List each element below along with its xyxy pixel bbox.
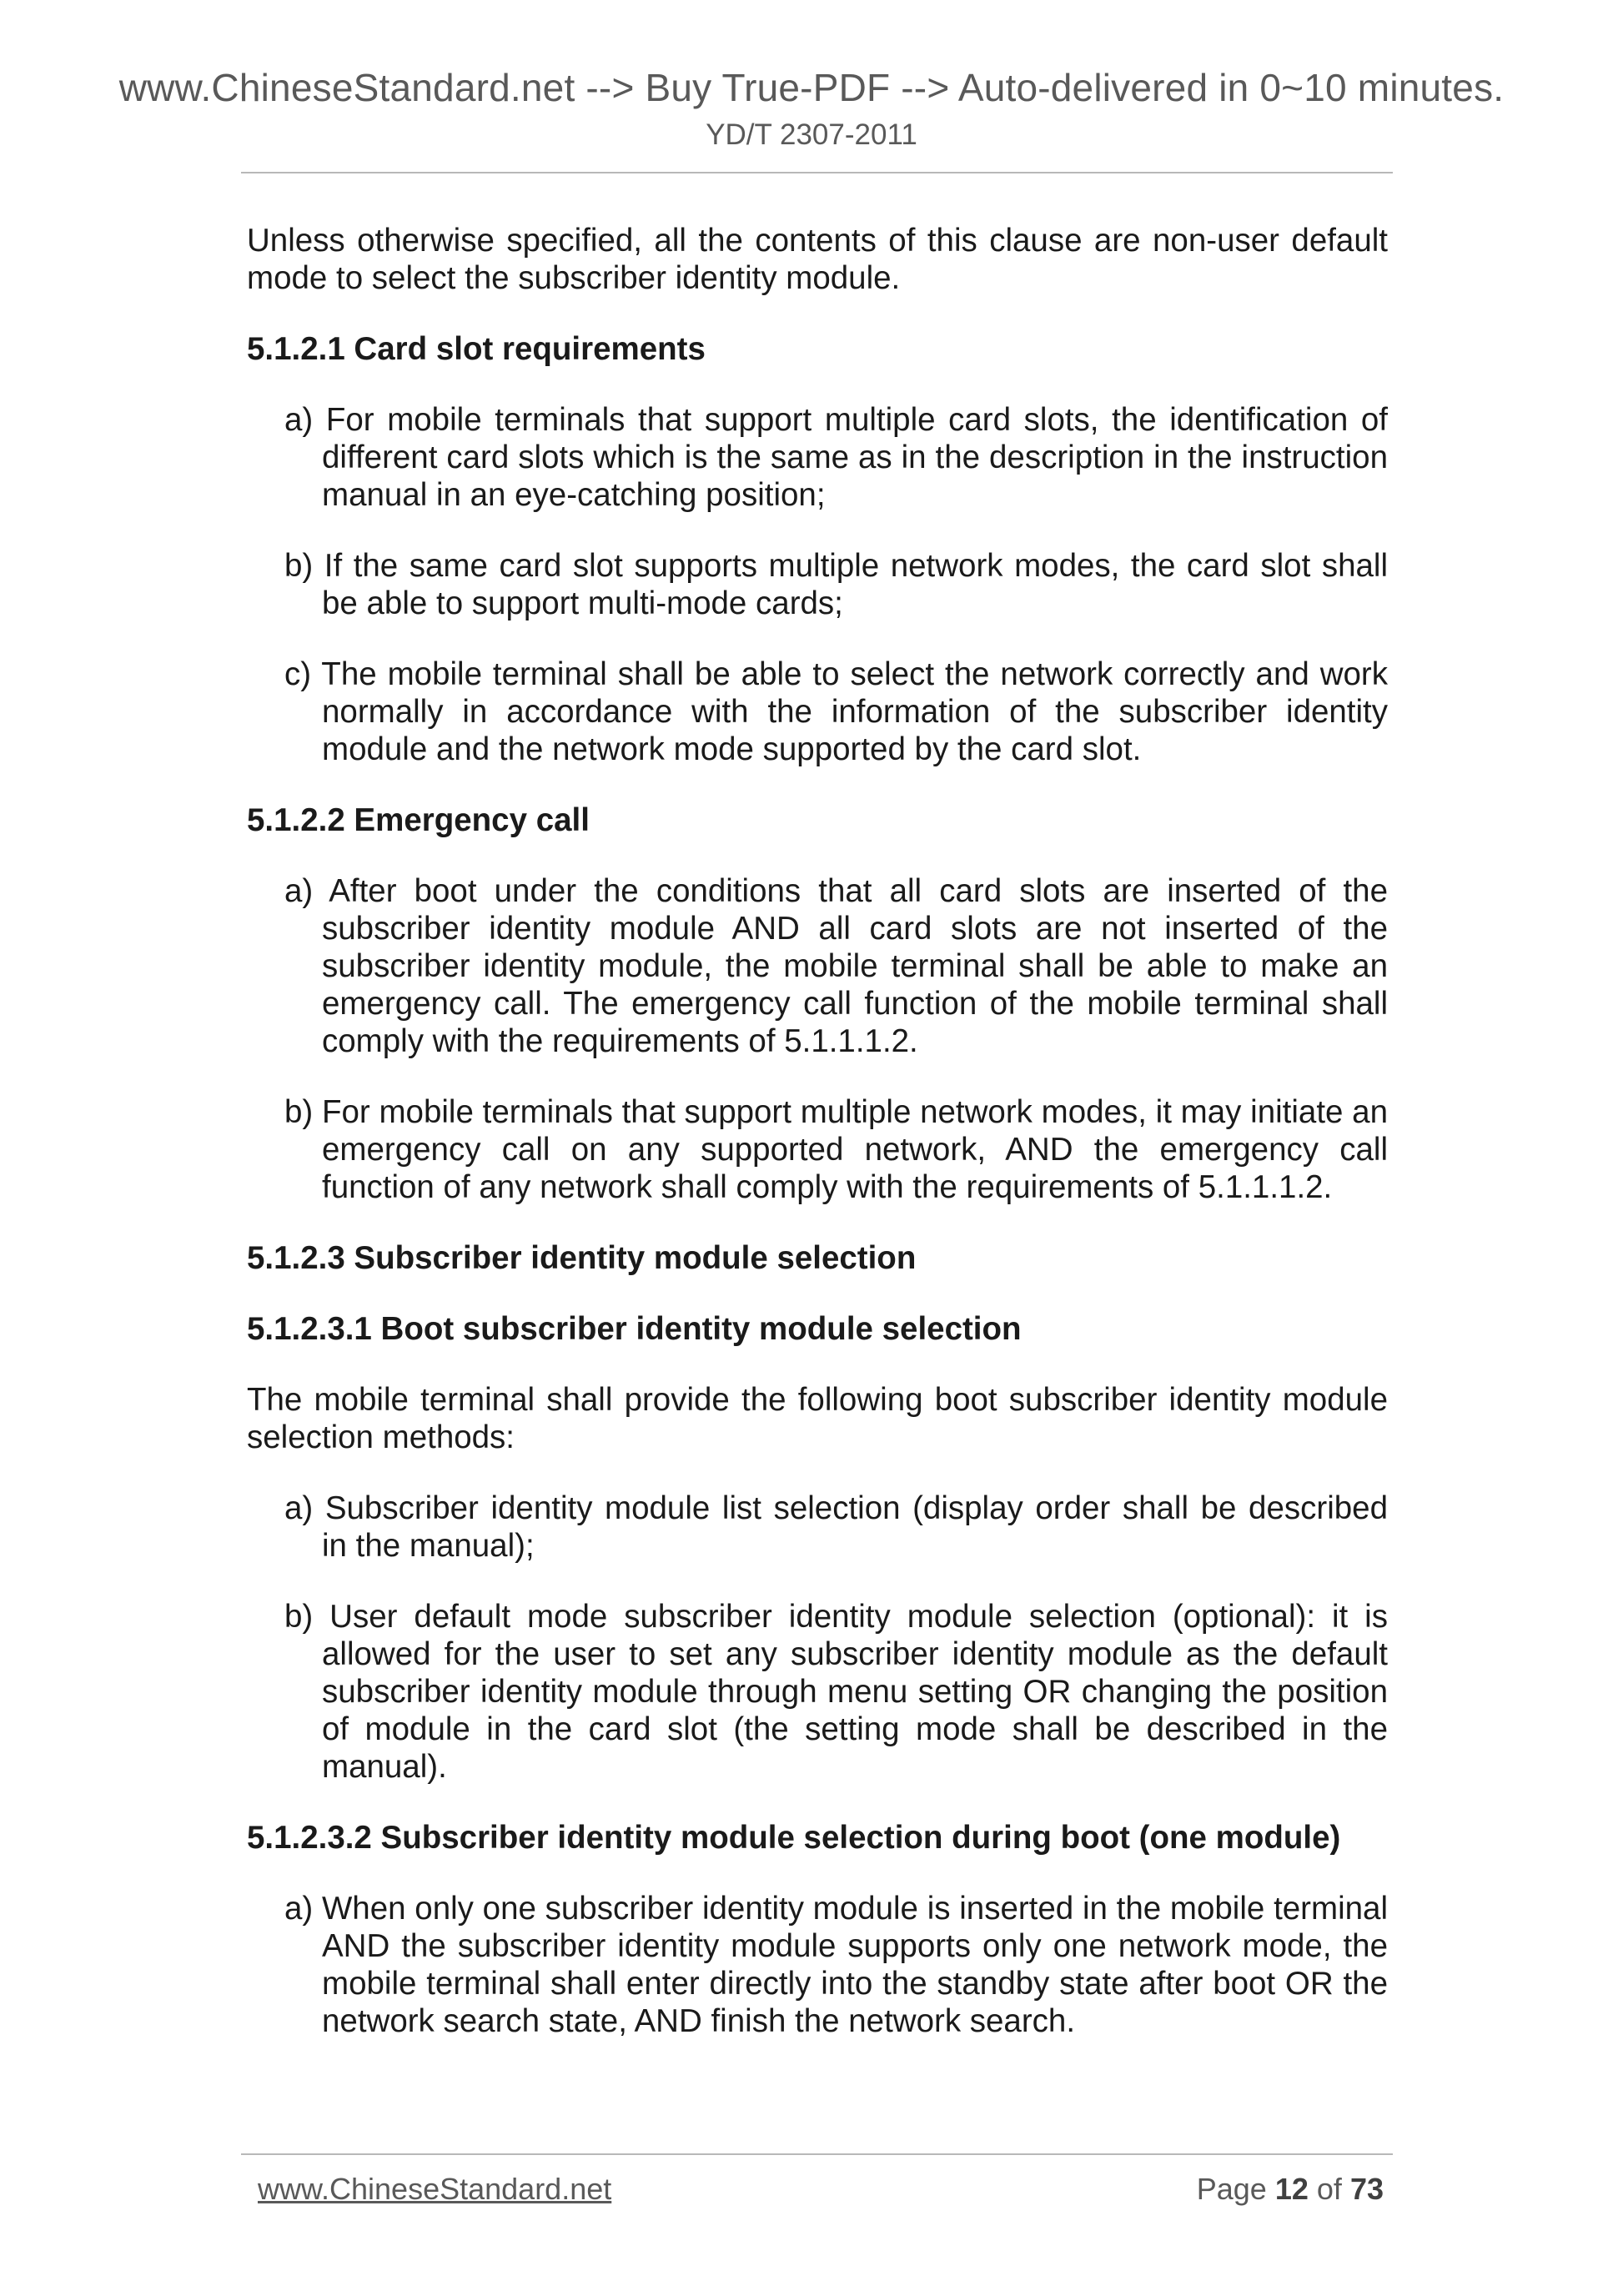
list-item: c) The mobile terminal shall be able to select the network correctly and work normally in accordance with the information of the subscriber identity module and the network mode supported by the card slot. — [284, 656, 1388, 767]
page-label: Page — [1196, 2172, 1267, 2206]
boot-selection-intro: The mobile terminal shall provide the following boot subscriber identity module selection methods: — [247, 1382, 1388, 1455]
footer-site-link[interactable]: www.ChineseStandard.net — [258, 2172, 612, 2206]
list-item: a) Subscriber identity module list selection (display order shall be described in the manual); — [284, 1490, 1388, 1564]
page-of-label: of — [1316, 2172, 1342, 2206]
list-item: a) For mobile terminals that support multiple card slots, the identification of different card slots which is the same as in the description in the instruction manual in an eye-catching position; — [284, 402, 1388, 513]
footer-divider — [241, 2153, 1393, 2155]
page-content — [247, 222, 1388, 2073]
page-number — [1197, 2172, 1384, 2207]
total-pages: 73 — [1349, 2172, 1384, 2206]
intro-paragraph: Unless otherwise specified, all the contents of this clause are non-user default mode to select the subscriber identity module. — [247, 223, 1388, 296]
current-page: 12 — [1274, 2172, 1309, 2206]
section-heading-one-module: 5.1.2.3.2 Subscriber identity module selection during boot (one module) — [247, 1820, 1341, 1856]
header-divider — [241, 172, 1393, 173]
list-item: b) If the same card slot supports multiple network modes, the card slot shall be able to support multi-mode cards; — [284, 548, 1388, 621]
section-heading-boot-selection: 5.1.2.3.1 Boot subscriber identity module selection — [247, 1311, 1022, 1347]
list-item: a) After boot under the conditions that all card slots are inserted of the subscriber identity module AND all card slots are not inserted of the subscriber identity module, the mobile terminal shall be able to make an emergency call. The emergency call function of the mobile terminal shall comply with the requirements of 5.1.1.1.2. — [284, 873, 1388, 1059]
document-number: YD/T 2307-2011 — [706, 118, 917, 151]
section-heading-module-selection: 5.1.2.3 Subscriber identity module selection — [247, 1240, 917, 1276]
section-heading-emergency-call: 5.1.2.2 Emergency call — [247, 802, 590, 838]
section-heading-card-slot: 5.1.2.1 Card slot requirements — [247, 331, 706, 367]
list-item: b) For mobile terminals that support multiple network modes, it may initiate an emergency call on any supported network, AND the emergency call function of any network shall comply with the requirements of 5.1.1.1.2. — [284, 1094, 1388, 1205]
list-item: b) User default mode subscriber identity module selection (optional): it is allowed for the user to set any subscriber identity module as the default subscriber identity module through menu setting OR changing the position of module in the card slot (the setting mode shall be described in the manual). — [284, 1599, 1388, 1785]
header-banner: www.ChineseStandard.net --> Buy True-PDF --> Auto-delivered in 0~10 minutes. — [118, 66, 1505, 109]
list-item: a) When only one subscriber identity module is inserted in the mobile terminal AND the subscriber identity module supports only one network mode, the mobile terminal shall enter directly into the standby state after boot OR the network search state, AND finish the network search. — [284, 1891, 1388, 2039]
